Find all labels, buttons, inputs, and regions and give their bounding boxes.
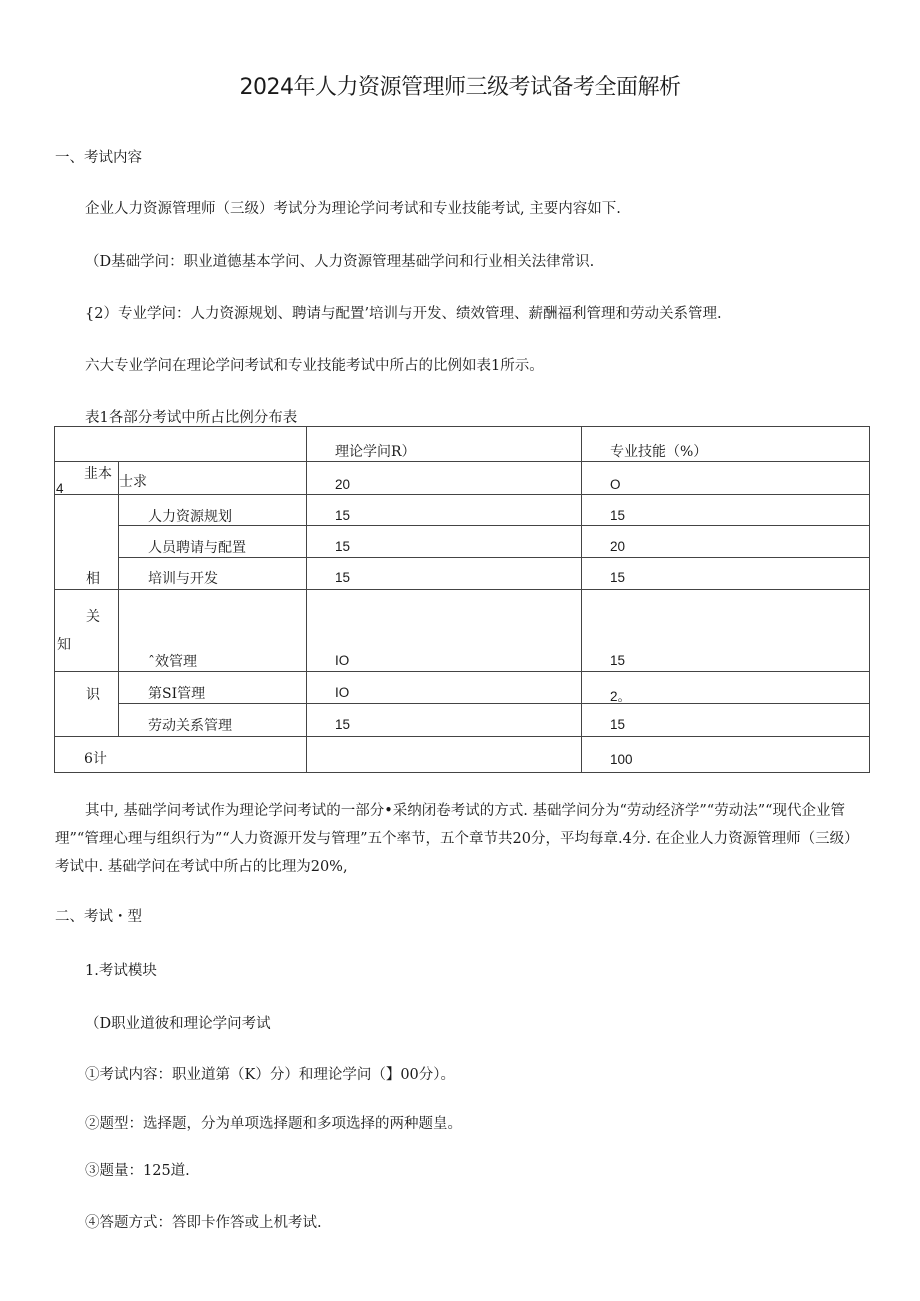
row-name-cell bbox=[119, 526, 307, 558]
total-theory-cell bbox=[307, 737, 582, 773]
table-row bbox=[55, 526, 870, 558]
list-item: ③题量：125道. bbox=[85, 1163, 190, 1179]
row-theory-cell bbox=[307, 590, 582, 672]
left-label-jiben: 韭本 bbox=[84, 466, 112, 482]
row-name-cell bbox=[119, 704, 307, 737]
section1-item2: {2）专业学问：人力资源规划、聘请与配置’培训与开发、绩效管理、薪酬福利管理和劳动关系管理. bbox=[85, 306, 722, 322]
row-name-cell bbox=[119, 558, 307, 590]
table-header-row bbox=[55, 427, 870, 462]
total-skill-cell bbox=[582, 737, 870, 773]
header-theory: 理论学问R） bbox=[335, 444, 416, 460]
total-label-cell bbox=[55, 737, 307, 773]
table-row bbox=[55, 590, 870, 672]
row-theory-cell bbox=[307, 526, 582, 558]
left-label-4: 4 bbox=[56, 481, 64, 496]
section1-item1: （D基础学问：职业道德基本学问、人力资源管理基础学问和行业相关法律常识. bbox=[85, 254, 595, 270]
list-item: ①考试内容：职业道第（K）分）和理论学问（】00分）。 bbox=[85, 1067, 456, 1083]
left-label-guan: 关 bbox=[86, 609, 100, 625]
row-skill-cell bbox=[582, 590, 870, 672]
row-name-cell bbox=[119, 462, 307, 495]
row-skill-cell bbox=[582, 672, 870, 704]
row-theory-cell bbox=[307, 672, 582, 704]
table-row bbox=[55, 672, 870, 704]
section2-sub1: 1.考试模块 bbox=[85, 963, 157, 979]
left-label-zhi: 知 bbox=[57, 637, 71, 653]
row-skill: 2。 bbox=[610, 689, 632, 704]
row-name-cell bbox=[119, 672, 307, 704]
row-skill: 15 bbox=[610, 653, 626, 668]
row-name: ˆ效管理 bbox=[148, 654, 197, 670]
left-blank-cell bbox=[55, 495, 119, 558]
left-label-cell bbox=[55, 590, 119, 672]
header-skill: 专业技能（%） bbox=[610, 444, 708, 460]
row-name: 士求 bbox=[119, 474, 147, 490]
row-name-cell bbox=[119, 590, 307, 672]
header-empty-cell bbox=[55, 427, 307, 462]
row-name: 人力资源规划 bbox=[148, 509, 232, 525]
list-item: ②题型：选择题，分为单项选择题和多项选择的两种题皇。 bbox=[85, 1116, 462, 1132]
row-theory: 15 bbox=[335, 717, 351, 732]
header-skill-cell bbox=[582, 427, 870, 462]
row-theory: 15 bbox=[335, 570, 351, 585]
table-total-row bbox=[55, 737, 870, 773]
row-skill: O bbox=[610, 477, 621, 492]
section2-sub1-item: （D职业道彼和理论学问考试 bbox=[85, 1016, 271, 1032]
row-name: 第SI管理 bbox=[148, 686, 206, 702]
left-label-xiang: 相 bbox=[86, 570, 100, 587]
row-theory-cell bbox=[307, 495, 582, 526]
header-theory-cell bbox=[307, 427, 582, 462]
row-skill-cell bbox=[582, 558, 870, 590]
row-name: 培训与开发 bbox=[148, 571, 218, 587]
row-theory: 20 bbox=[335, 477, 351, 492]
table-row bbox=[55, 704, 870, 737]
table-row bbox=[55, 495, 870, 526]
row-theory: 15 bbox=[335, 508, 351, 523]
row-name-cell bbox=[119, 495, 307, 526]
section2-heading: 二、考试・型 bbox=[55, 909, 142, 925]
row-skill: 15 bbox=[610, 570, 626, 585]
row-skill: 15 bbox=[610, 717, 626, 732]
row-name: 人员聘请与配置 bbox=[148, 540, 246, 556]
total-skill: 100 bbox=[610, 752, 633, 767]
row-skill-cell bbox=[582, 462, 870, 495]
section1-intro: 企业人力资源管理师（三级）考试分为理论学问考试和专业技能考试, 主要内容如下. bbox=[85, 201, 621, 217]
total-label: 6计 bbox=[84, 751, 107, 767]
row-skill: 15 bbox=[610, 508, 626, 523]
left-label-cell bbox=[55, 462, 119, 495]
row-skill-cell bbox=[582, 495, 870, 526]
ratio-text: 六大专业学问在理论学问考试和专业技能考试中所占的比例如表1所示。 bbox=[85, 358, 544, 374]
row-theory-cell bbox=[307, 704, 582, 737]
row-theory: 15 bbox=[335, 539, 351, 554]
row-skill: 20 bbox=[610, 539, 626, 554]
list-item: ④答题方式：答即卡作答或上机考试. bbox=[85, 1215, 322, 1231]
row-skill-cell bbox=[582, 704, 870, 737]
table-caption: 表1各部分考试中所占比例分布表 bbox=[85, 410, 298, 426]
row-theory: IO bbox=[335, 653, 350, 668]
row-skill-cell bbox=[582, 526, 870, 558]
distribution-table bbox=[54, 426, 870, 773]
row-theory-cell bbox=[307, 462, 582, 495]
row-theory-cell bbox=[307, 558, 582, 590]
row-name: 劳动关系管理 bbox=[148, 718, 232, 734]
table-row bbox=[55, 462, 870, 495]
left-label-cell bbox=[55, 558, 119, 590]
table-row bbox=[55, 558, 870, 590]
section1-heading: 一、考试内容 bbox=[55, 150, 142, 166]
row-theory: IO bbox=[335, 685, 350, 700]
left-label-cell bbox=[55, 672, 119, 737]
explanation-paragraph: 其中, 基础学问考试作为理论学问考试的一部分•采纳闭卷考试的方式. 基础学问分为“劳动经济学”“劳动法”“现代企业管理”“管理心理与组织行为”“人力资源开发与管理”五个率节，五个章节共20分，平均每章.4分. 在企业人力资源管理师（三级）考试中. 基础学问在考试中所占的比理为20%, bbox=[55, 803, 859, 875]
page-title: 2024年人力资源管理师三级考试备考全面解析 bbox=[239, 75, 681, 100]
left-label-shi: 识 bbox=[86, 687, 100, 703]
